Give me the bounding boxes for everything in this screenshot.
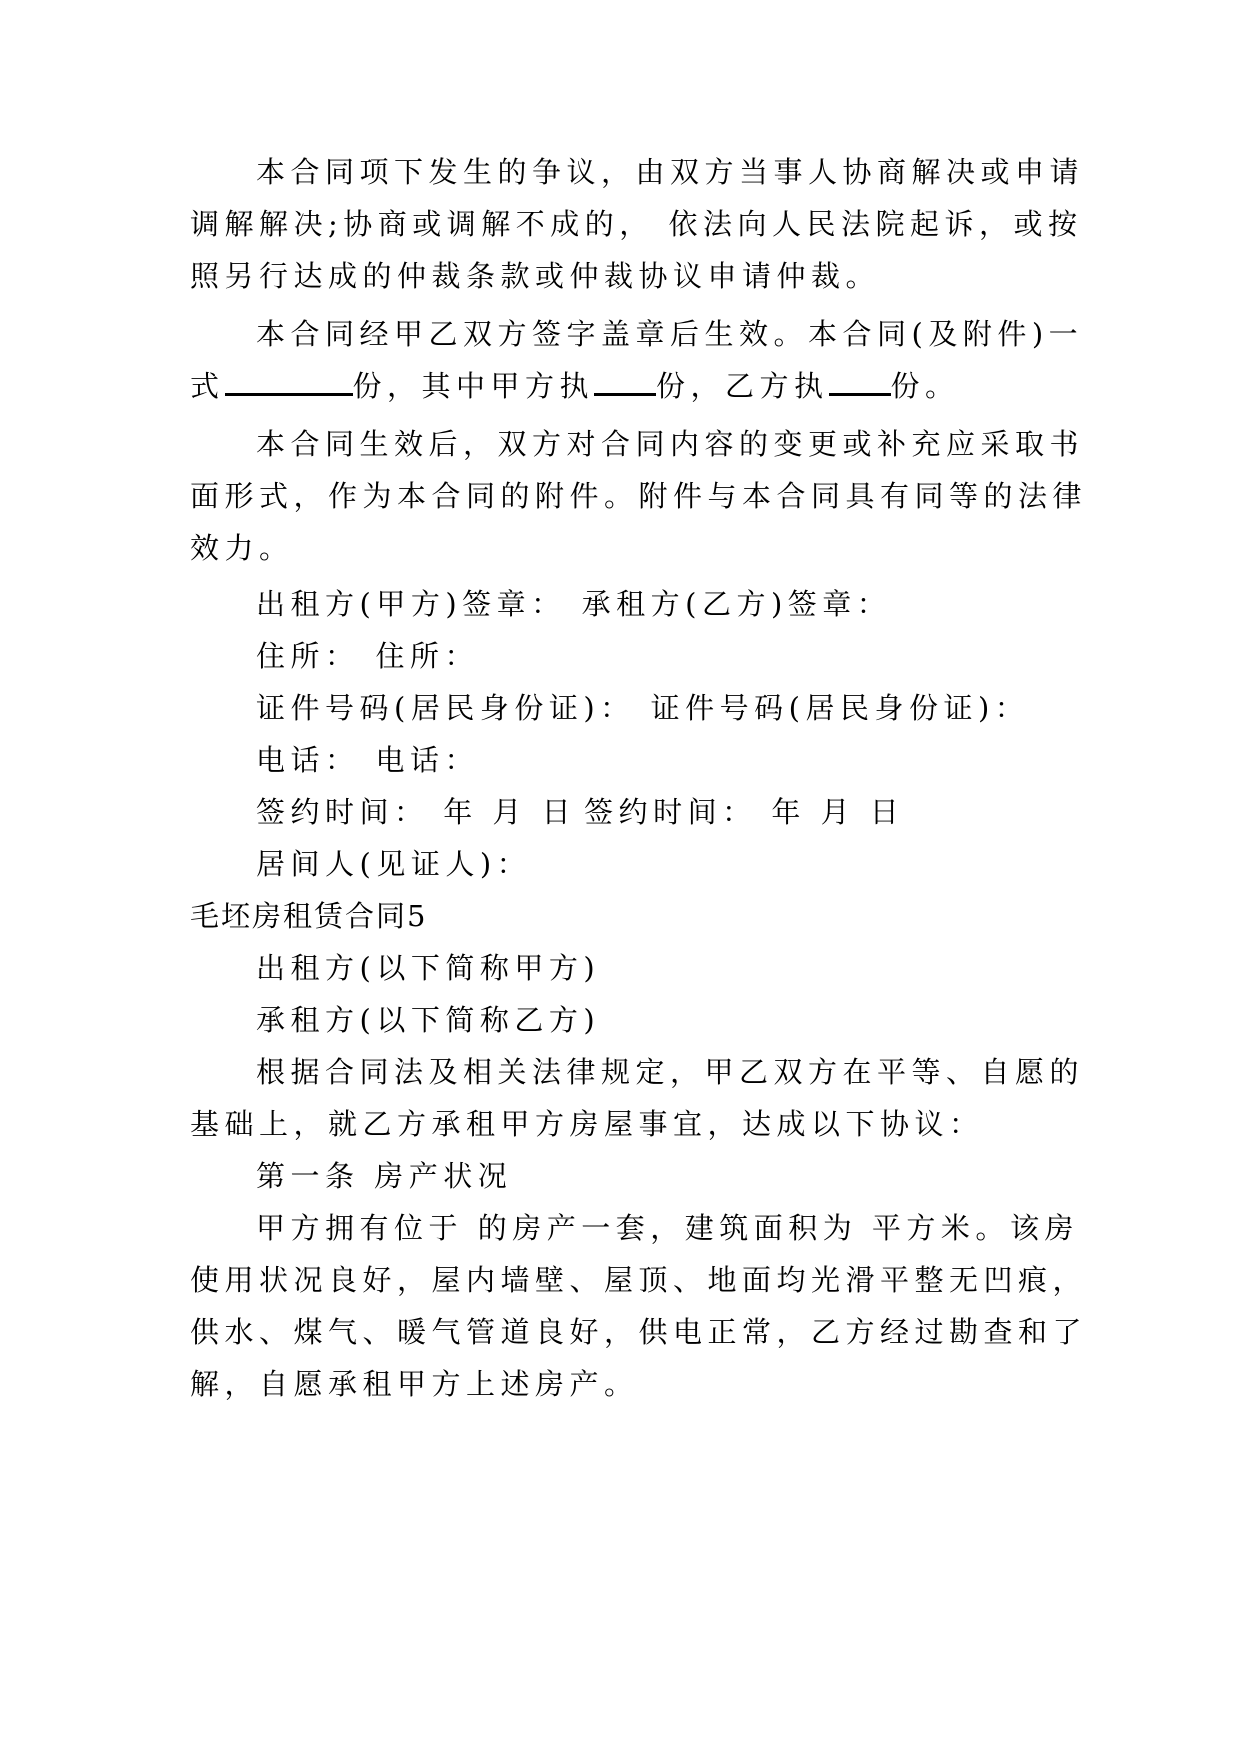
text-line: 使用状况良好，屋内墙壁、屋顶、地面均光滑平整无凹痕， <box>190 1263 1088 1297</box>
witness-line: 居间人(见证人)： <box>256 847 532 881</box>
id-label: 证件号码(居民身份证)： <box>256 691 635 725</box>
fill-blank <box>594 369 656 396</box>
text-line: 效力。 <box>190 531 294 565</box>
sign-date-label: 签约时间： 年 月 日 <box>584 795 905 829</box>
text-line: 根据合同法及相关法律规定，甲乙双方在平等、自愿的 <box>256 1055 1085 1089</box>
phone-label: 电话： <box>256 743 360 777</box>
sign-date-label: 签约时间： 年 月 日 <box>256 795 577 829</box>
phone-line <box>256 740 1136 780</box>
text-fragment: 份，其中甲方执 <box>352 369 595 403</box>
text-line: 本合同经甲乙双方签字盖章后生效。本合同(及附件)一 <box>256 317 1084 351</box>
text-line: 照另行达成的仲裁条款或仲裁协议申请仲裁。 <box>190 259 881 293</box>
sign-date-line <box>256 792 1136 832</box>
id-number-line <box>256 688 1136 728</box>
fill-blank <box>225 369 353 396</box>
lessor-sign-label: 出租方(甲方)签章： <box>256 587 566 621</box>
text-line: 甲方拥有位于 的房产一套，建筑面积为 平方米。该房 <box>256 1211 1079 1245</box>
text-fragment: 份。 <box>890 369 960 403</box>
text-line: 承租方(以下简称乙方) <box>256 1003 601 1037</box>
text-line-with-blanks <box>190 366 1070 406</box>
lessee-sign-label: 承租方(乙方)签章： <box>581 587 892 621</box>
text-line: 本合同项下发生的争议，由双方当事人协商解决或申请 <box>256 155 1085 189</box>
id-label: 证件号码(居民身份证)： <box>650 691 1030 725</box>
text-line: 供水、煤气、暖气管道良好，供电正常，乙方经过勘查和了 <box>190 1315 1088 1349</box>
text-line: 基础上，就乙方承租甲方房屋事宜，达成以下协议： <box>190 1107 984 1141</box>
text-fragment: 份，乙方执 <box>656 369 829 403</box>
text-line: 解，自愿承租甲方上述房产。 <box>190 1367 639 1401</box>
address-label: 住所： <box>375 639 480 673</box>
address-line <box>256 636 1136 676</box>
phone-label: 电话： <box>375 743 480 777</box>
article-heading: 第一条 房产状况 <box>256 1159 513 1193</box>
text-line: 面形式，作为本合同的附件。附件与本合同具有同等的法律 <box>190 479 1088 513</box>
fill-blank <box>829 369 891 396</box>
address-label: 住所： <box>256 639 360 673</box>
text-fragment: 式 <box>190 369 225 403</box>
text-line: 出租方(以下简称甲方) <box>256 951 601 985</box>
signature-line <box>256 584 1136 624</box>
text-line: 本合同生效后，双方对合同内容的变更或补充应采取书 <box>256 427 1085 461</box>
text-line: 调解解决;协商或调解不成的， 依法向人民法院起诉，或按 <box>190 207 1083 241</box>
section-title: 毛坯房租赁合同5 <box>190 899 428 933</box>
